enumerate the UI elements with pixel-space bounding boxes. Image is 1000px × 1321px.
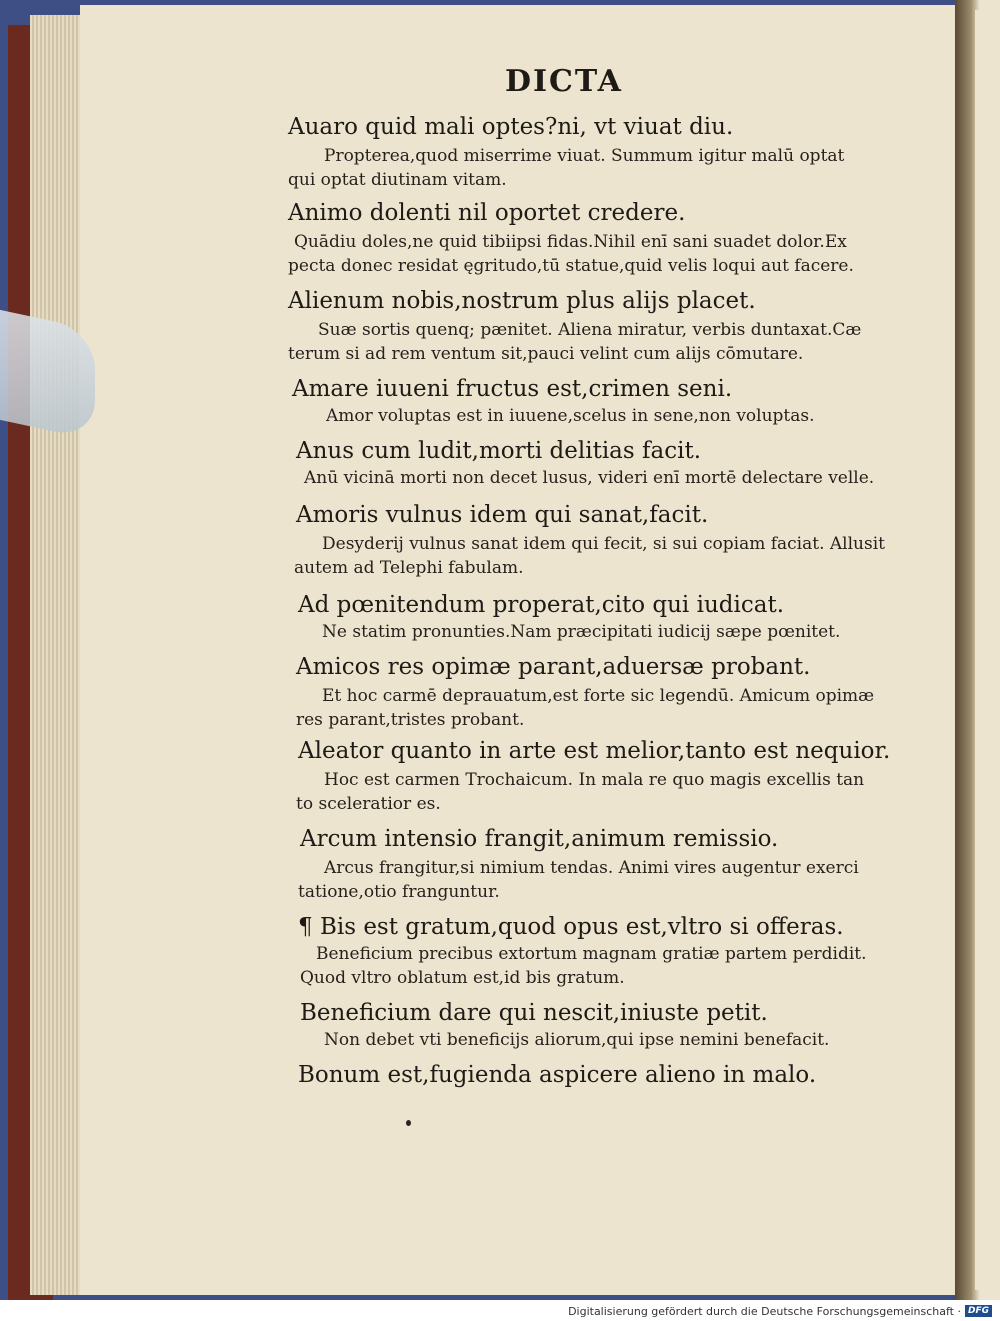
entry-headline: Animo dolenti nil oportet credere.: [288, 200, 686, 226]
entry-commentary-line: Arcus frangitur,si nimium tendas. Animi vires augentur exerci: [324, 858, 859, 878]
entry-commentary-line: terum si ad rem ventum sit,pauci velint cum alijs cōmutare.: [288, 344, 804, 364]
entry-headline: Amicos res opimæ parant,aduersæ probant.: [296, 654, 811, 680]
entry-commentary-line: Suæ sortis quenq; pænitet. Aliena miratur, verbis duntaxat.Cæ: [318, 320, 862, 340]
entry-headline: Alienum nobis,nostrum plus alijs placet.: [288, 288, 756, 314]
entry-commentary-line: pecta donec residat ęgritudo,tū statue,quid velis loqui aut facere.: [288, 256, 854, 276]
entry-commentary-line: qui optat diutinam vitam.: [288, 170, 507, 190]
ink-dot: [406, 1120, 411, 1126]
dfg-logo: DFG: [965, 1305, 992, 1317]
entry-commentary-line: Desyderij vulnus sanat idem qui fecit, si sui copiam faciat. Allusit: [322, 534, 885, 554]
entry-headline: Auaro quid mali optes?ni, vt viuat diu.: [288, 114, 734, 140]
page-heading: DICTA: [505, 64, 623, 99]
entry-headline: ¶ Bis est gratum,quod opus est,vltro si offeras.: [298, 914, 844, 940]
entry-commentary-line: Et hoc carmē deprauatum,est forte sic legendū. Amicum opimæ: [322, 686, 875, 706]
entry-headline: Amoris vulnus idem qui sanat,facit.: [296, 502, 709, 528]
entry-commentary-line: Amor voluptas est in iuuene,scelus in sene,non voluptas.: [326, 406, 815, 426]
entry-headline: Bonum est,fugienda aspicere alieno in malo.: [298, 1062, 817, 1088]
footer: [568, 1302, 992, 1320]
entry-commentary-line: Propterea,quod miserrime viuat. Summum igitur malū optat: [324, 146, 845, 166]
book-page: [80, 5, 980, 1295]
entry-headline: Anus cum ludit,morti delitias facit.: [296, 438, 702, 464]
entry-commentary-line: Ne statim pronunties.Nam præcipitati iudicij sæpe pœnitet.: [322, 622, 841, 642]
footer-text: Digitalisierung gefördert durch die Deutsche Forschungsgemeinschaft ·: [568, 1304, 961, 1318]
entry-commentary-line: to sceleratior es.: [296, 794, 441, 814]
entry-commentary-line: Quādiu doles,ne quid tibiipsi fidas.Nihil enī sani suadet dolor.Ex: [294, 232, 847, 252]
entry-commentary-line: Beneficium precibus extortum magnam gratiæ partem perdidit.: [316, 944, 867, 964]
entry-headline: Amare iuueni fructus est,crimen seni.: [292, 376, 733, 402]
entry-headline: Aleator quanto in arte est melior,tanto est nequior.: [298, 738, 891, 764]
entry-headline: Arcum intensio frangit,animum remissio.: [300, 826, 779, 852]
entry-commentary-line: Non debet vti beneficijs aliorum,qui ipse nemini benefacit.: [324, 1030, 830, 1050]
entry-commentary-line: autem ad Telephi fabulam.: [294, 558, 524, 578]
entry-commentary-line: tatione,otio franguntur.: [298, 882, 500, 902]
facing-page-strip: [975, 10, 1000, 1290]
entry-commentary-line: Anū vicinā morti non decet lusus, videri enī mortē delectare velle.: [304, 468, 875, 488]
entry-commentary-line: res parant,tristes probant.: [296, 710, 525, 730]
entry-commentary-line: Hoc est carmen Trochaicum. In mala re quo magis excellis tan: [324, 770, 865, 790]
entry-commentary-line: Quod vltro oblatum est,id bis gratum.: [300, 968, 625, 988]
entry-headline: Beneficium dare qui nescit,iniuste petit.: [300, 1000, 768, 1026]
entry-headline: Ad pœnitendum properat,cito qui iudicat.: [298, 592, 784, 618]
